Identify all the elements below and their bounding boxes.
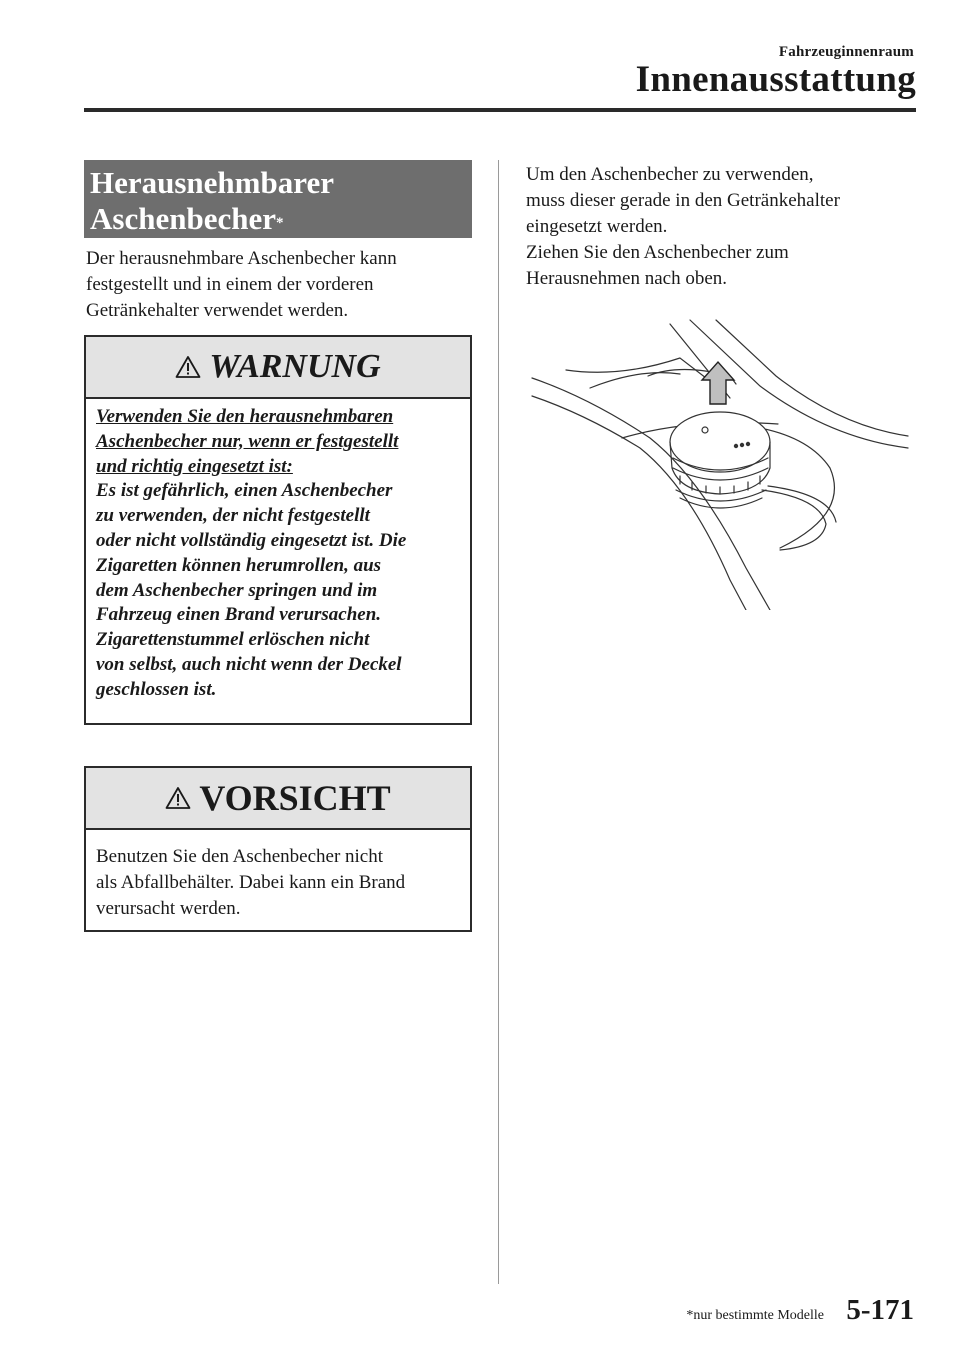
intro-line: Getränkehalter verwendet werden.	[86, 300, 349, 321]
warning-line: Es ist gefährlich, einen Aschenbecher	[96, 480, 393, 502]
caution-line: als Abfallbehälter. Dabei kann ein Brand	[96, 872, 406, 893]
section-title-line2: Aschenbecher*	[90, 201, 284, 236]
column-divider	[498, 160, 499, 1284]
footnote-marker: *	[275, 215, 284, 231]
caution-title: VORSICHT	[199, 778, 391, 818]
caution-line: Benutzen Sie den Aschenbecher nicht	[96, 846, 384, 867]
warning-line: Fahrzeug einen Brand verursachen.	[96, 604, 382, 626]
warning-body	[86, 399, 470, 703]
header-rule	[84, 108, 916, 112]
caution-line: verursacht werden.	[96, 898, 241, 919]
usage-line: Um den Aschenbecher zu verwenden,	[526, 164, 814, 185]
warning-box	[84, 335, 472, 725]
warning-line: von selbst, auch nicht wenn der Deckel	[96, 653, 402, 675]
warning-line: zu verwenden, der nicht festgestellt	[96, 505, 370, 527]
warning-line: geschlossen ist.	[96, 678, 217, 700]
removable-ashtray-illustration	[530, 318, 910, 610]
caution-box	[84, 766, 472, 932]
intro-line: festgestellt und in einem der vorderen	[86, 274, 374, 295]
usage-line: Herausnehmen nach oben.	[526, 268, 728, 289]
section-header: Innenausstattung	[635, 59, 916, 100]
warning-triangle-icon	[165, 786, 191, 810]
page-number: 5-171	[846, 1294, 914, 1326]
warning-line: oder nicht vollständig eingesetzt ist. Die	[96, 529, 407, 551]
footnote: *nur bestimmte Modelle	[686, 1308, 824, 1323]
section-title-line1: Herausnehmbarer	[90, 165, 334, 200]
warning-header	[86, 337, 470, 399]
usage-line: muss dieser gerade in den Getränkehalter	[526, 190, 840, 211]
warning-underlined-line: Aschenbecher nur, wenn er festgestellt	[96, 430, 399, 452]
intro-line: Der herausnehmbare Aschenbecher kann	[86, 248, 397, 269]
warning-triangle-icon	[175, 355, 201, 379]
warning-underlined-line: Verwenden Sie den herausnehmbaren	[96, 406, 394, 427]
intro-paragraph	[86, 246, 470, 324]
chapter-title: Fahrzeuginnenraum	[778, 44, 914, 60]
warning-title: WARNUNG	[209, 348, 381, 385]
section-title	[84, 160, 472, 238]
warning-line: dem Aschenbecher springen und im	[96, 579, 378, 601]
warning-underlined-line: und richtig eingesetzt ist:	[96, 455, 293, 477]
caution-body	[86, 830, 470, 922]
caution-header	[86, 768, 470, 830]
usage-line: eingesetzt werden.	[526, 216, 668, 237]
usage-paragraph	[526, 162, 926, 292]
warning-line: Zigaretten können herumrollen, aus	[96, 554, 382, 576]
usage-line: Ziehen Sie den Aschenbecher zum	[526, 242, 789, 263]
warning-line: Zigarettenstummel erlöschen nicht	[96, 629, 370, 651]
